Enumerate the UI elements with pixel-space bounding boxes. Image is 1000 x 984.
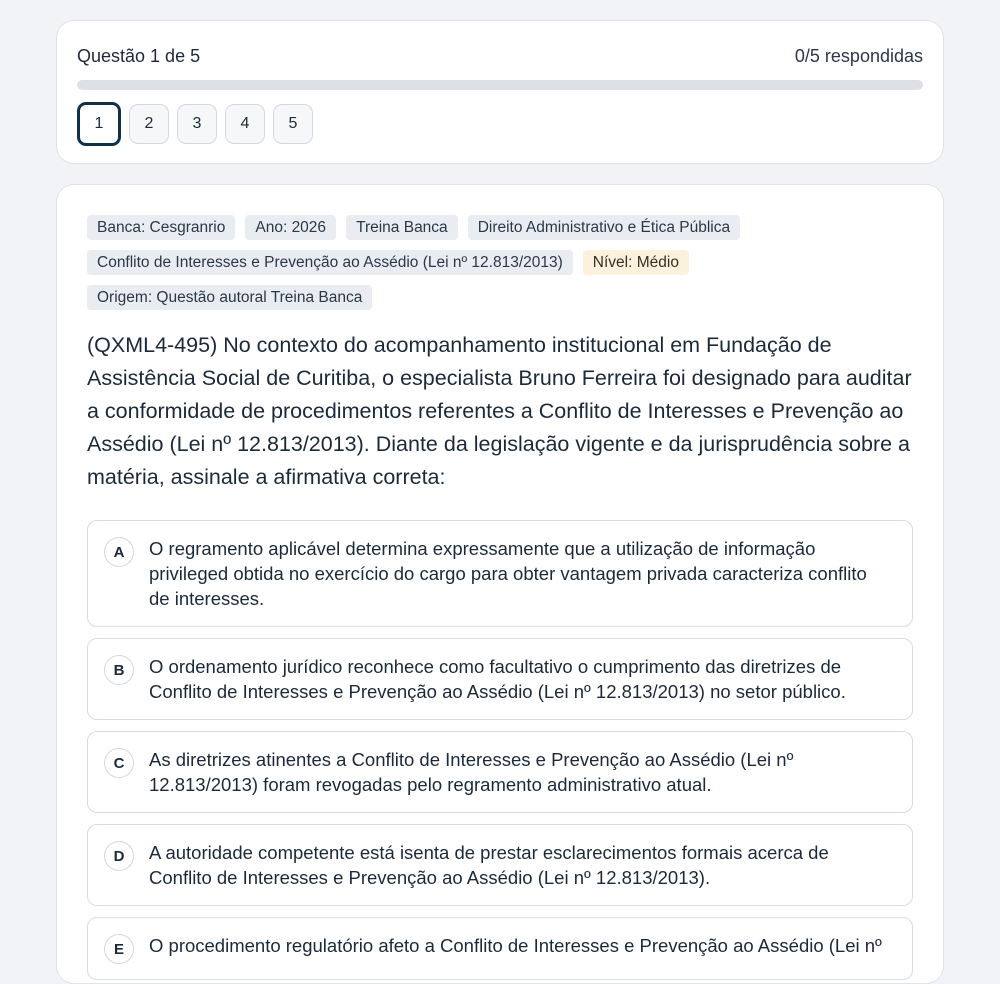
option-text: As diretrizes atinentes a Conflito de Interesses e Prevenção ao Assédio (Lei nº 12.813/2013) foram revogadas pelo regramento administrativo atual. [149, 749, 794, 795]
option-text: O regramento aplicável determina expressamente que a utilização de informação privileged obtida no exercício do cargo para obter vantagem privada caracteriza conflito de interesses. [149, 538, 867, 609]
option-text: A autoridade competente está isenta de prestar esclarecimentos formais acerca de Conflito de Interesses e Prevenção ao Assédio (Lei nº 12.813/2013). [149, 842, 829, 888]
answered-counter: 0/5 respondidas [794, 45, 923, 66]
option-text: O ordenamento jurídico reconhece como facultativo o cumprimento das diretrizes de Conflito de Interesses e Prevenção ao Assédio (Lei nº 12.813/2013) no setor público. [149, 656, 846, 702]
tag-topic: Conflito de Interesses e Prevenção ao Assédio (Lei nº 12.813/2013) [87, 250, 573, 275]
option-letter: E [104, 934, 134, 964]
progress-bar [77, 80, 923, 90]
tag-banca: Banca: Cesgranrio [87, 215, 235, 240]
option-c[interactable] [87, 731, 913, 813]
answer-options [87, 520, 913, 980]
tag-level: Nível: Médio [583, 250, 689, 275]
option-b[interactable] [87, 638, 913, 720]
tag-ano: Ano: 2026 [245, 215, 336, 240]
question-button-2[interactable]: 2 [129, 104, 169, 144]
tag-source: Treina Banca [346, 215, 458, 240]
question-button-3[interactable]: 3 [177, 104, 217, 144]
question-navigator [56, 20, 944, 164]
option-letter: B [104, 655, 134, 685]
option-e[interactable] [87, 917, 913, 980]
navigator-header [77, 45, 923, 67]
question-statement: (QXML4-495) No contexto do acompanhamento institucional em Fundação de Assistência Social de Curitiba, o especialista Bruno Ferreira foi designado para auditar a conformidade de procedimentos referentes a Conflito de Interesses e Prevenção ao Assédio (Lei nº 12.813/2013). Diante da legislação vigente e da jurisprudência sobre a matéria, assinale a afirmativa correta: [87, 333, 912, 489]
question-button-1[interactable]: 1 [77, 102, 121, 146]
option-letter: A [104, 537, 134, 567]
question-tags [87, 215, 847, 310]
tag-subject: Direito Administrativo e Ética Pública [468, 215, 740, 240]
question-buttons [77, 104, 923, 146]
question-counter: Questão 1 de 5 [77, 45, 201, 66]
question-button-5[interactable]: 5 [273, 104, 313, 144]
option-d[interactable] [87, 824, 913, 906]
option-a[interactable] [87, 520, 913, 627]
option-letter: C [104, 748, 134, 778]
option-letter: D [104, 841, 134, 871]
question-card [56, 184, 944, 984]
option-text: O procedimento regulatório afeto a Conflito de Interesses e Prevenção ao Assédio (Lei nº [149, 935, 882, 956]
tag-origin: Origem: Questão autoral Treina Banca [87, 285, 372, 310]
question-button-4[interactable]: 4 [225, 104, 265, 144]
